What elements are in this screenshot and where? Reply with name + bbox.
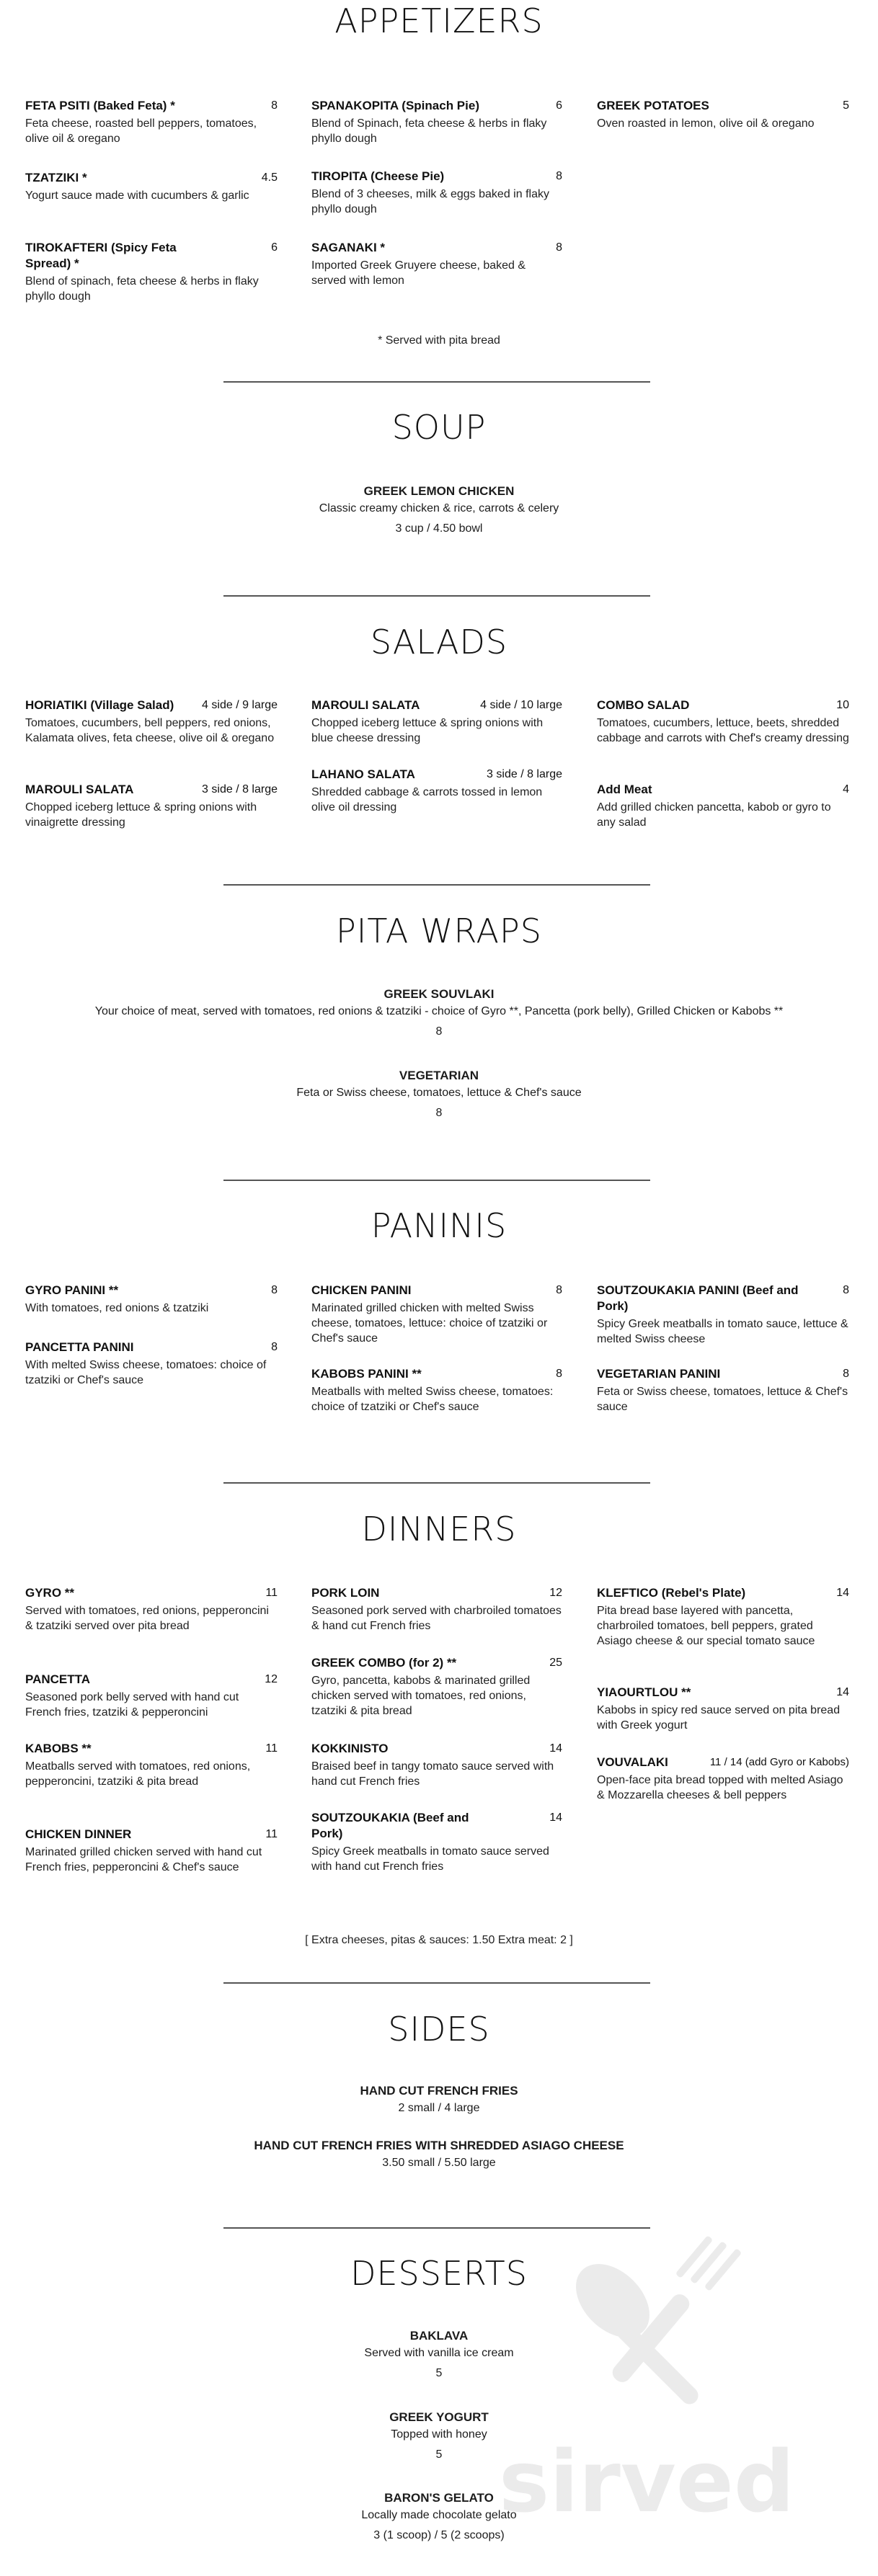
menu-item: [311, 169, 562, 217]
section-divider: [223, 1482, 650, 1484]
menu-item: [25, 1283, 278, 1316]
item-desc: Meatballs with melted Swiss cheese, tomatoes: choice of tzatziki or Chef's sauce: [311, 1386, 554, 1413]
menu-item: [597, 1755, 849, 1803]
item-desc: Blend of 3 cheeses, milk & eggs baked in flaky phyllo dough: [311, 188, 549, 215]
menu-item: [25, 698, 278, 746]
item-price: 25: [549, 1657, 562, 1669]
item-desc: Served with vanilla ice cream: [364, 2347, 514, 2359]
menu-item: [43, 2082, 835, 2117]
menu-item: [597, 1283, 849, 1347]
item-name: PORK LOIN: [311, 1586, 380, 1600]
item-desc: Blend of Spinach, feta cheese & herbs in flaky phyllo dough: [311, 117, 547, 145]
dinners-title: DINNERS: [361, 1510, 517, 1548]
item-price: 8: [435, 1025, 443, 1038]
item-name: KLEFTICO (Rebel's Plate): [597, 1586, 746, 1600]
menu-item: [311, 1366, 562, 1414]
item-name: VEGETARIAN: [399, 1069, 479, 1082]
item-price: 11: [265, 1828, 278, 1840]
item-name: KOKKINISTO: [311, 1742, 389, 1755]
item-desc: Pita bread base layered with pancetta, charbroiled tomatoes, bell peppers, grated Asiago cheese & our special tomato sauce: [597, 1605, 815, 1647]
item-name: TZATZIKI *: [25, 171, 87, 184]
item-name: GREEK POTATOES: [597, 99, 709, 112]
item-desc: Chopped iceberg lettuce & spring onions with vinaigrette dressing: [25, 801, 257, 829]
item-desc: Braised beef in tangy tomato sauce served with hand cut French fries: [311, 1760, 554, 1788]
item-price: 4 side / 10 large: [480, 699, 562, 711]
item-name: GYRO PANINI **: [25, 1283, 119, 1297]
item-price: 8: [271, 1284, 278, 1296]
menu-item: [25, 1827, 278, 1875]
item-price: 8: [435, 1107, 443, 1119]
item-desc: Open-face pita bread topped with melted Asiago & Mozzarella cheeses & bell peppers: [597, 1774, 843, 1801]
item-desc: Meatballs served with tomatoes, red onions, pepperoncini, tzatziki & pita bread: [25, 1760, 251, 1788]
item-price: 3 side / 8 large: [202, 783, 278, 795]
item-price: 8: [556, 241, 562, 254]
menu-item: [43, 483, 835, 538]
item-price: 2 small / 4 large: [398, 2102, 480, 2114]
item-name: SAGANAKI *: [311, 241, 386, 254]
item-price: 14: [549, 1811, 562, 1824]
appetizers-title: APPETIZERS: [334, 1, 544, 40]
item-price: 8: [556, 1368, 562, 1380]
item-price: 5: [435, 2367, 443, 2379]
item-name: TIROPITA (Cheese Pie): [311, 169, 445, 183]
item-name: GREEK YOGURT: [389, 2410, 489, 2424]
item-name: KABOBS PANINI **: [311, 1367, 422, 1381]
menu-item: [311, 1283, 562, 1346]
item-name: PANCETTA PANINI: [25, 1340, 134, 1354]
menu-item: [311, 1655, 562, 1719]
item-price: 8: [271, 99, 278, 112]
item-price: 4.5: [261, 171, 278, 184]
item-desc: Spicy Greek meatballs in tomato sauce served with hand cut French fries: [311, 1845, 549, 1873]
item-desc: Your choice of meat, served with tomatoes, red onions & tzatziki - choice of Gyro **, Pancetta (pork belly), Grilled Chicken or Kabobs **: [94, 1005, 784, 1017]
menu-item: [311, 1810, 562, 1874]
menu-item: [597, 1685, 849, 1733]
item-price: 12: [265, 1673, 278, 1685]
menu-item: [311, 240, 562, 288]
item-name: HORIATIKI (Village Salad): [25, 698, 174, 712]
item-desc: Topped with honey: [391, 2428, 487, 2441]
item-price: 5: [435, 2448, 443, 2461]
item-price: 11: [265, 1587, 278, 1599]
item-name: KABOBS **: [25, 1742, 92, 1755]
item-price: 14: [836, 1686, 849, 1698]
item-name: TIROKAFTERI (Spicy Feta Spread) *: [25, 241, 177, 270]
menu-item: [597, 98, 849, 131]
item-desc: Classic creamy chicken & rice, carrots & celery: [319, 502, 559, 514]
fork-spoon-icon: [562, 2235, 742, 2408]
desserts-title: DESSERTS: [350, 2254, 528, 2293]
item-name: GREEK LEMON CHICKEN: [363, 484, 515, 498]
item-name: VOUVALAKI: [597, 1755, 668, 1769]
item-name: VEGETARIAN PANINI: [597, 1367, 721, 1381]
menu-item: [597, 698, 849, 746]
item-price: 11: [265, 1742, 278, 1755]
item-price: 5: [843, 99, 849, 112]
item-desc: Feta or Swiss cheese, tomatoes, lettuce & Chef's sauce: [296, 1087, 582, 1099]
item-desc: Chopped iceberg lettuce & spring onions with blue cheese dressing: [311, 717, 544, 744]
item-desc: Imported Greek Gruyere cheese, baked & served with lemon: [311, 259, 526, 287]
item-desc: Oven roasted in lemon, olive oil & oregano: [597, 117, 815, 130]
item-desc: Locally made chocolate gelato: [361, 2509, 517, 2521]
item-desc: With melted Swiss cheese, tomatoes: choice of tzatziki or Chef's sauce: [25, 1359, 267, 1386]
item-price: 6: [271, 241, 278, 254]
item-desc: Kabobs in spicy red sauce served on pita bread with Greek yogurt: [597, 1704, 841, 1732]
item-desc: Blend of spinach, feta cheese & herbs in flaky phyllo dough: [25, 275, 259, 303]
item-name: HAND CUT FRENCH FRIES: [360, 2084, 518, 2098]
item-name: HAND CUT FRENCH FRIES WITH SHREDDED ASIAGO CHEESE: [254, 2139, 624, 2152]
item-name: LAHANO SALATA: [311, 767, 415, 781]
item-desc: Yogurt sauce made with cucumbers & garlic: [25, 190, 249, 202]
item-name: SPANAKOPITA (Spinach Pie): [311, 99, 479, 112]
item-desc: Feta or Swiss cheese, tomatoes, lettuce & Chef's sauce: [597, 1386, 848, 1413]
section-divider: [223, 1982, 650, 1984]
item-desc: Add grilled chicken pancetta, kabob or gyro to any salad: [597, 801, 831, 829]
soup-title: SOUP: [391, 408, 487, 447]
section-divider: [223, 884, 650, 886]
item-desc: Shredded cabbage & carrots tossed in lemon olive oil dressing: [311, 786, 543, 814]
menu-item: [311, 98, 562, 146]
item-desc: Served with tomatoes, red onions, pepperoncini & tzatziki served over pita bread: [25, 1605, 269, 1632]
item-name: YIAOURTLOU **: [597, 1685, 691, 1699]
section-divider: [223, 595, 650, 597]
item-desc: Tomatoes, cucumbers, lettuce, beets, shredded cabbage and carrots with Chef's creamy dressing: [597, 717, 849, 744]
item-price: 11 / 14 (add Gyro or Kabobs): [709, 1756, 849, 1768]
item-price: 8: [843, 1284, 849, 1296]
item-name: SOUTZOUKAKIA (Beef and Pork): [311, 1811, 469, 1840]
salads-title: SALADS: [370, 623, 508, 661]
item-name: GYRO **: [25, 1586, 75, 1600]
item-desc: Seasoned pork served with charbroiled tomatoes & hand cut French fries: [311, 1605, 562, 1632]
item-price: 4: [843, 783, 849, 795]
item-desc: Spicy Greek meatballs in tomato sauce, lettuce & melted Swiss cheese: [597, 1318, 848, 1345]
item-name: BAKLAVA: [409, 2329, 469, 2343]
item-price: 8: [271, 1341, 278, 1353]
watermark-text: sirved: [499, 2432, 795, 2531]
item-name: Add Meat: [597, 783, 652, 796]
item-name: PANCETTA: [25, 1672, 91, 1686]
item-name: GREEK COMBO (for 2) **: [311, 1656, 457, 1670]
item-desc: Marinated grilled chicken served with hand cut French fries, pepperoncini & Chef's sauce: [25, 1846, 262, 1873]
item-price: 4 side / 9 large: [202, 699, 278, 711]
item-price: 3 side / 8 large: [487, 768, 562, 780]
item-price: 3.50 small / 5.50 large: [382, 2157, 496, 2169]
menu-item: [597, 782, 849, 830]
item-desc: Marinated grilled chicken with melted Swiss cheese, tomatoes, lettuce: choice of tzatziki or Chef's sauce: [311, 1302, 548, 1345]
item-desc: Gyro, pancetta, kabobs & marinated grilled chicken served with tomatoes, red onions, tzatziki & pita bread: [311, 1675, 531, 1717]
pita-wraps-title: PITA WRAPS: [336, 912, 542, 950]
menu-item: [25, 782, 278, 830]
item-name: MAROULI SALATA: [25, 783, 134, 796]
item-price: 3 cup / 4.50 bowl: [395, 522, 483, 535]
menu-item: [597, 1585, 849, 1649]
item-desc: Seasoned pork belly served with hand cut French fries, tzatziki & pepperoncini: [25, 1691, 239, 1719]
section-divider: [223, 381, 650, 383]
menu-item: [311, 1585, 562, 1634]
item-price: 6: [556, 99, 562, 112]
menu-item: [43, 2137, 835, 2172]
paninis-title: PANINIS: [371, 1206, 507, 1245]
menu-item: [43, 1067, 835, 1122]
item-name: COMBO SALAD: [597, 698, 690, 712]
item-price: 14: [549, 1742, 562, 1755]
item-price: 14: [836, 1587, 849, 1599]
item-name: GREEK SOUVLAKI: [383, 987, 495, 1001]
menu-item: [43, 986, 835, 1040]
menu-item: [597, 1366, 849, 1414]
sirved-watermark: [497, 2216, 836, 2533]
menu-item: [25, 1340, 278, 1388]
menu-item: [25, 1741, 278, 1789]
item-price: 8: [556, 1284, 562, 1296]
menu-item: [25, 170, 278, 203]
item-price: 12: [549, 1587, 562, 1599]
menu-item: [25, 1672, 278, 1720]
item-price: 10: [836, 699, 849, 711]
menu-item: [25, 240, 278, 304]
item-price: 8: [843, 1368, 849, 1380]
item-name: CHICKEN DINNER: [25, 1827, 132, 1841]
item-desc: Tomatoes, cucumbers, bell peppers, red onions, Kalamata olives, feta cheese, olive oil & oregano: [25, 717, 275, 744]
section-divider: [223, 1180, 650, 1181]
menu-item: [311, 1741, 562, 1789]
item-price: 3 (1 scoop) / 5 (2 scoops): [373, 2529, 505, 2541]
menu-item: [311, 698, 562, 746]
item-desc: Feta cheese, roasted bell peppers, tomatoes, olive oil & oregano: [25, 117, 257, 145]
sides-title: SIDES: [388, 2010, 490, 2049]
item-name: FETA PSITI (Baked Feta) *: [25, 99, 175, 112]
item-name: MAROULI SALATA: [311, 698, 420, 712]
appetizers-note: * Served with pita bread: [378, 334, 500, 347]
menu-item: [311, 767, 562, 815]
menu-item: [25, 1585, 278, 1634]
menu-item: [25, 98, 278, 146]
item-name: BARON'S GELATO: [384, 2491, 494, 2505]
item-desc: With tomatoes, red onions & tzatziki: [25, 1302, 209, 1314]
dinners-note: [ Extra cheeses, pitas & sauces: 1.50 Extra meat: 2 ]: [305, 1934, 573, 1946]
item-name: SOUTZOUKAKIA PANINI (Beef and Pork): [597, 1283, 799, 1313]
item-price: 8: [556, 170, 562, 182]
item-name: CHICKEN PANINI: [311, 1283, 412, 1297]
